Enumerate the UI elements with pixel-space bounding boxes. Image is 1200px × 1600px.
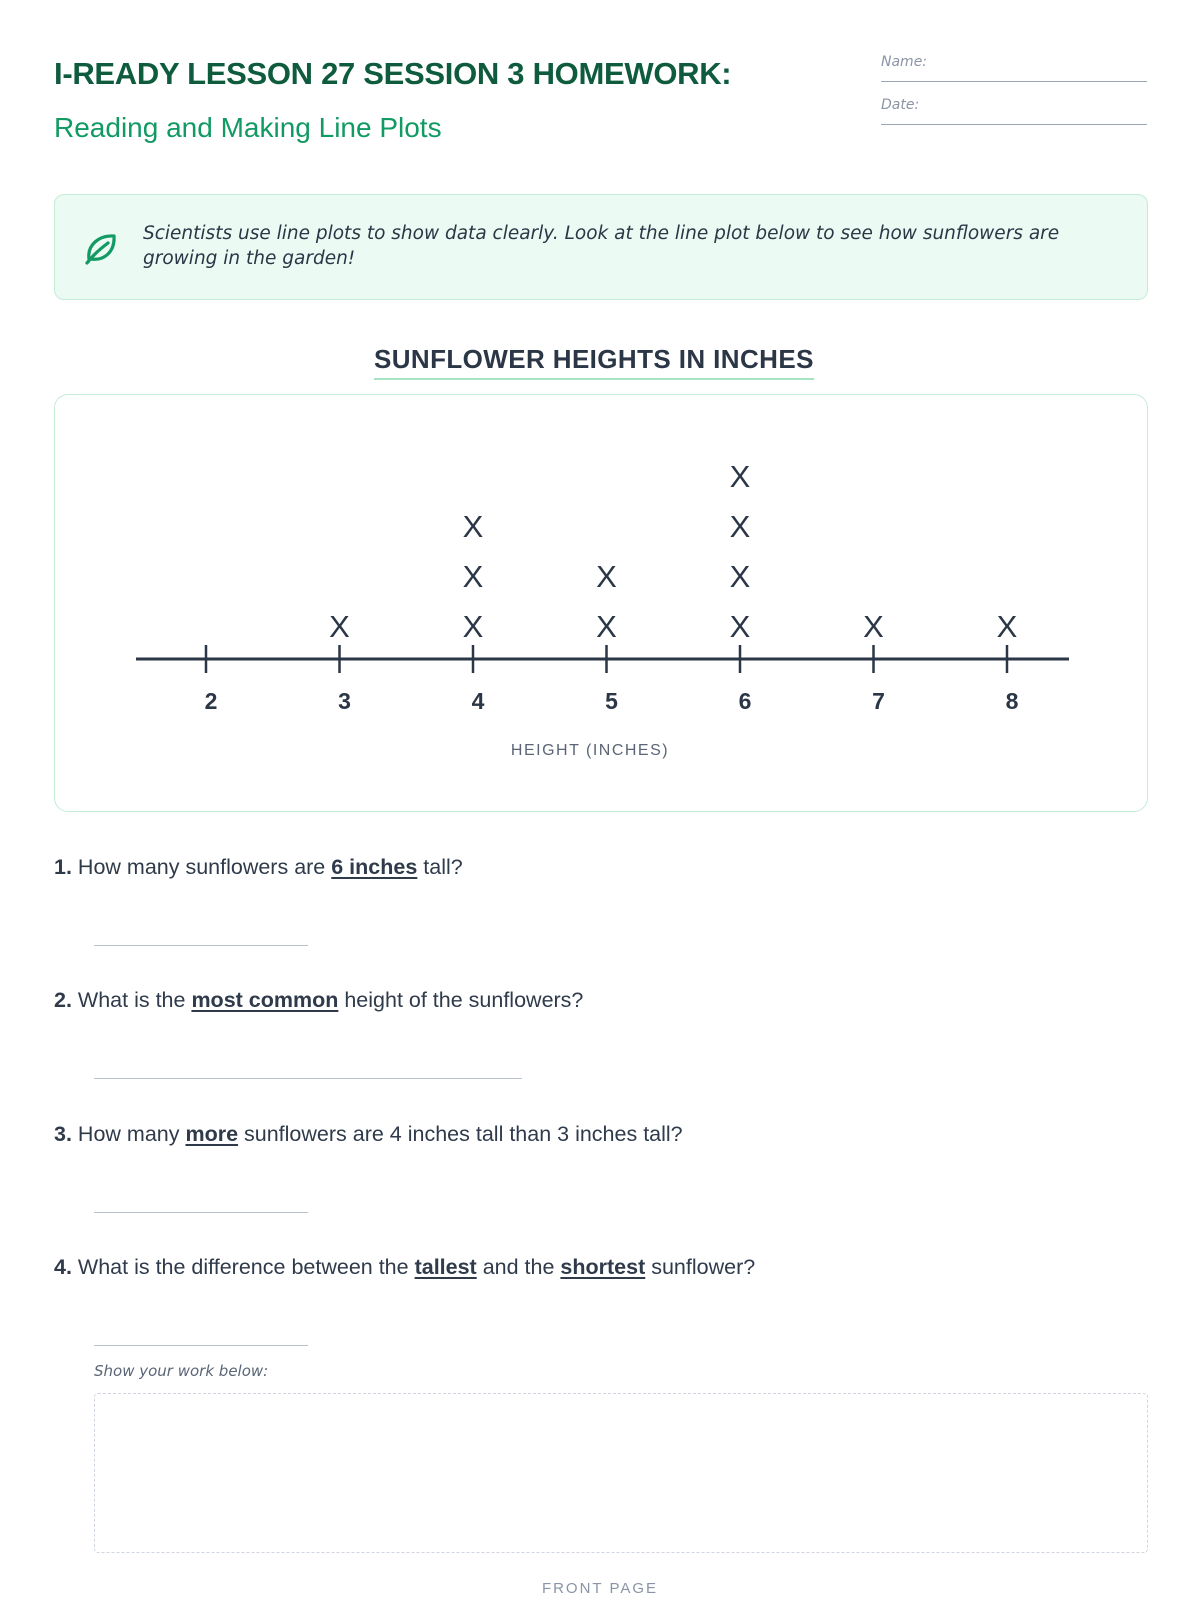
answer-line-4[interactable] bbox=[94, 1344, 308, 1346]
question-number: 2. bbox=[54, 988, 72, 1012]
page-title: I-READY LESSON 27 SESSION 3 HOMEWORK: bbox=[54, 56, 732, 91]
question-emphasis: most common bbox=[191, 988, 339, 1012]
question-3 bbox=[54, 1122, 683, 1147]
question-4 bbox=[54, 1255, 755, 1280]
data-mark-x: X bbox=[996, 609, 1018, 644]
data-mark-x: X bbox=[329, 609, 350, 644]
question-emphasis: 6 inches bbox=[331, 855, 418, 879]
tick-label: 5 bbox=[605, 688, 618, 714]
question-emphasis: shortest bbox=[560, 1255, 646, 1279]
work-label: Show your work below: bbox=[94, 1362, 269, 1380]
line-plot bbox=[55, 395, 1149, 813]
x-axis-label: HEIGHT (INCHES) bbox=[510, 742, 670, 759]
question-emphasis: more bbox=[185, 1122, 239, 1146]
question-text: How many sunflowers are bbox=[77, 855, 332, 879]
page-subtitle: Reading and Making Line Plots bbox=[54, 112, 442, 143]
intro-callout bbox=[54, 194, 1148, 300]
question-1 bbox=[54, 855, 463, 880]
tick-label: 7 bbox=[872, 688, 885, 714]
answer-line-2[interactable] bbox=[94, 1077, 522, 1079]
chart-title: SUNFLOWER HEIGHTS IN INCHES bbox=[374, 344, 814, 380]
date-label: Date: bbox=[881, 97, 920, 113]
question-text: How many bbox=[77, 1122, 186, 1146]
question-emphasis: tallest bbox=[414, 1255, 477, 1279]
tick-label: 6 bbox=[738, 688, 752, 714]
name-field[interactable] bbox=[881, 52, 1147, 82]
question-text: height of the sunflowers? bbox=[338, 988, 584, 1012]
data-mark-x: X bbox=[462, 509, 484, 544]
question-text: sunflower? bbox=[645, 1255, 756, 1279]
date-field[interactable] bbox=[881, 95, 1147, 125]
data-mark-x: X bbox=[462, 559, 484, 594]
question-number: 3. bbox=[54, 1122, 72, 1146]
tick-label: 8 bbox=[1005, 688, 1019, 714]
question-2 bbox=[54, 988, 583, 1013]
line-plot-card bbox=[54, 394, 1148, 812]
question-text: and the bbox=[476, 1255, 561, 1279]
tick-label: 4 bbox=[471, 688, 485, 714]
page-footer: FRONT PAGE bbox=[541, 1580, 659, 1597]
data-mark-x: X bbox=[596, 609, 617, 644]
data-mark-x: X bbox=[729, 509, 751, 544]
leaf-icon bbox=[81, 229, 121, 269]
tick-label: 2 bbox=[204, 688, 218, 714]
question-text: tall? bbox=[417, 855, 463, 879]
answer-line-3[interactable] bbox=[94, 1211, 308, 1213]
data-mark-x: X bbox=[729, 459, 751, 494]
question-text: What is the difference between the bbox=[77, 1255, 415, 1279]
question-number: 4. bbox=[54, 1255, 72, 1279]
question-number: 1. bbox=[54, 855, 72, 879]
data-mark-x: X bbox=[596, 559, 617, 594]
data-mark-x: X bbox=[863, 609, 884, 644]
question-text: sunflowers are 4 inches tall than 3 inches tall? bbox=[238, 1122, 683, 1146]
data-mark-x: X bbox=[462, 609, 484, 644]
name-label: Name: bbox=[881, 54, 928, 70]
answer-line-1[interactable] bbox=[94, 944, 308, 946]
work-area[interactable] bbox=[94, 1393, 1148, 1553]
data-mark-x: X bbox=[729, 609, 751, 644]
intro-text: Scientists use line plots to show data clearly. Look at the line plot below to see how sunflowers are growing in the garden! bbox=[143, 223, 1060, 269]
data-mark-x: X bbox=[729, 559, 751, 594]
question-text: What is the bbox=[77, 988, 192, 1012]
tick-label: 3 bbox=[338, 688, 351, 714]
